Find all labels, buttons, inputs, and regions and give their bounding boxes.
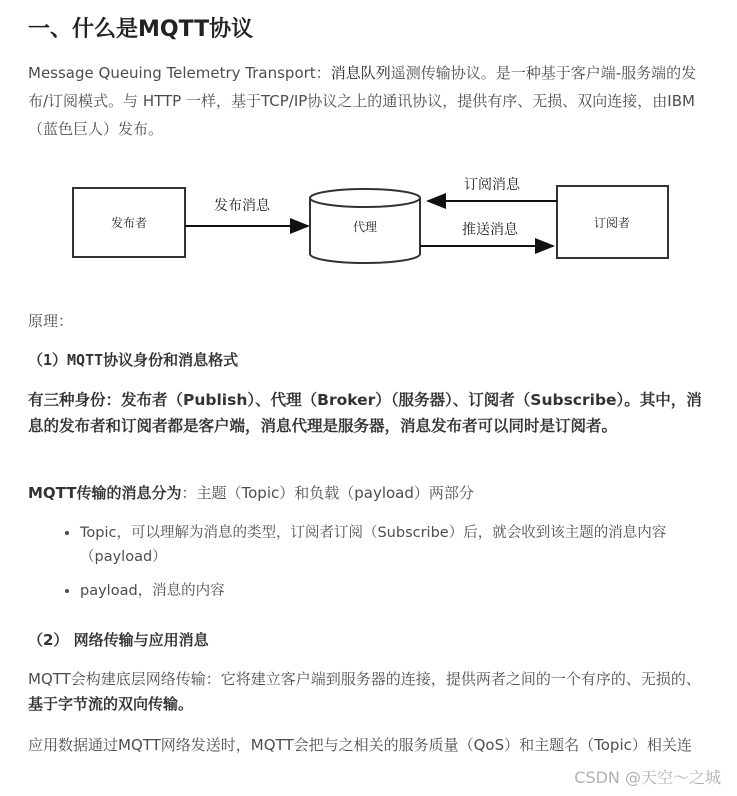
push-msg-label: 推送消息 xyxy=(462,222,518,238)
message-parts-paragraph xyxy=(28,479,707,507)
subscribe-msg-label: 订阅消息 xyxy=(464,177,520,193)
list-item: • Topic，可以理解为消息的类型，订阅者订阅（Subscribe）后，就会收到该主题的消息内容（payload） xyxy=(80,521,707,569)
intro-emphasis: 消息队列 xyxy=(330,64,391,82)
message-parts-list xyxy=(50,521,707,613)
publisher-label: 发布者 xyxy=(110,216,148,230)
transport-lead: MQTT会构建底层网络传输：它将建立客户端到服务器的连接，提供两者之间的一个有序的、无损的、 xyxy=(28,670,701,688)
mqtt-diagram xyxy=(28,0,708,300)
intro-rest: 遥测传输协议。是一种基于客户端-服务端的发布/订阅模式。与 HTTP 一样，基于TCP/IP协议之上的通讯协议，提供有序、无损、双向连接，由IBM（蓝色巨人）发布。 xyxy=(28,64,697,138)
transport-paragraph xyxy=(28,667,707,717)
roles-paragraph: 有三种身份：发布者（Publish）、代理（Broker）（服务器）、订阅者（Subscribe）。其中，消息的发布者和订阅者都是客户端，消息代理是服务器，消息发布者可以同时是订阅者。 xyxy=(28,391,702,435)
section1-heading: （1）MQTT协议身份和消息格式 xyxy=(28,351,239,369)
transport-bold: 基于字节流的双向传输。 xyxy=(28,695,194,713)
application-paragraph: 应用数据通过MQTT网络发送时，MQTT会把与之相关的服务质量（QoS）和主题名（Topic）相关连 xyxy=(28,736,692,754)
message-parts-lead: MQTT传输的消息分为 xyxy=(28,484,182,502)
list-item: • payload，消息的内容 xyxy=(80,579,707,603)
page-title: 一、什么是MQTT协议 xyxy=(28,17,254,42)
section2-heading: （2） 网络传输与应用消息 xyxy=(28,631,209,649)
watermark: CSDN @天空～之城 xyxy=(574,768,721,787)
principle-label: 原理： xyxy=(28,312,74,330)
message-parts-rest: ：主题（Topic）和负载（payload）两部分 xyxy=(181,484,474,502)
broker-label: 代理 xyxy=(352,220,378,234)
subscriber-label: 订阅者 xyxy=(593,216,631,230)
publish-msg-label: 发布消息 xyxy=(214,198,270,214)
intro-lead: Message Queuing Telemetry Transport： xyxy=(28,64,331,82)
